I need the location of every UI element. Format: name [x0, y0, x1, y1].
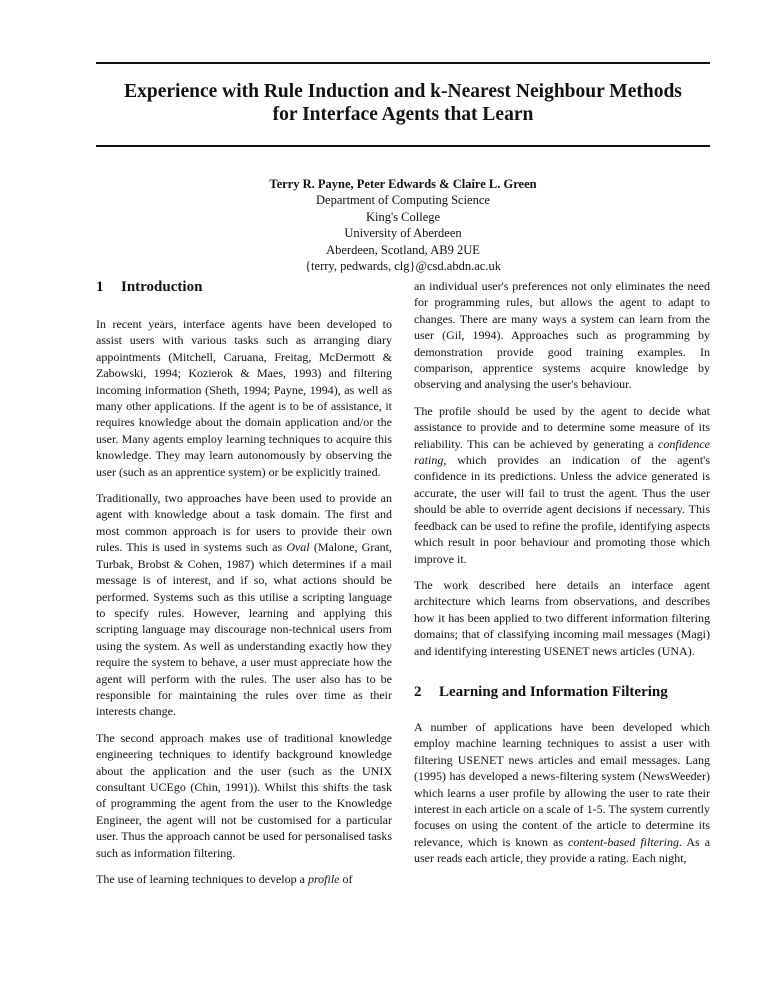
emphasis-profile: profile — [307, 872, 340, 886]
paragraph-learning-1 — [414, 719, 710, 867]
paragraph-intro-2 — [96, 490, 392, 720]
title-rule-top — [96, 62, 710, 64]
title-line-2: for Interface Agents that Learn — [272, 104, 534, 125]
emphasis-confidence-rating: confidence rating — [414, 436, 710, 468]
author-department: Department of Computing Science — [316, 193, 490, 208]
paragraph-intro-3: The second approach makes use of traditional knowledge engineering techniques to identify background knowledge about the application and the user (such as the UNIX consultant UCEgo (Chin, 1991)). Whilst this shifts the task of programming the agent from the user to the Knowledge Engineer, the agent will not be customised for a particular user. Thus the approach cannot be used for personalised tasks such as information filtering. — [96, 730, 392, 860]
text-run: The profile should be used by the agent to decide what assistance to provide and to determine some measure of its reliability. This can be achieved by generating a — [414, 403, 710, 451]
section-heading-introduction — [96, 278, 392, 296]
paper-title — [96, 80, 710, 126]
text-run: of — [339, 872, 353, 886]
section-heading-learning — [414, 683, 710, 701]
right-column — [414, 278, 710, 877]
section-number: 1 — [96, 279, 104, 295]
text-run: (Malone, Grant, Turbak, Brobst & Cohen, 1987) which determines if a mail message is of interest, and if so, what actions should be performed. Systems such as this utilise a scripting language to specify rules. However, learning and applying this scripting language may discourage non-technical users from using the system. As well as understanding exactly how they require the system to behave, a user must appreciate how the agent will perform with the rules. The user also has to be responsible for maintaining the rules over time as their interests change. — [96, 540, 392, 719]
author-block — [96, 176, 710, 274]
text-run: . As a user reads each article, they provide a rating. Each night, — [414, 834, 711, 866]
paragraph-intro-5 — [414, 403, 710, 567]
text-run: an individual user's preferences not only eliminates the need for programming rules, but allows the agent to adapt to changes. There are many ways a system can learn from the user (Gil, 1994). Approaches such as programming by demonstration provide good training examples. In comparison, apprentice systems acquire knowledge by observing and analysing the user's behaviour. — [414, 279, 710, 392]
title-line-1: Experience with Rule Induction and k-Nearest Neighbour Methods — [124, 81, 682, 102]
paragraph-intro-1: In recent years, interface agents have been developed to assist users with various tasks such as arranging diary appointments (Mitchell, Caruana, Freitag, McDermott & Zabowski, 1994; Kozierok & Maes, 1993) and filtering incoming information (Sheth, 1994; Payne, 1994), as well as many other applications. If the agent is to be of assistance, it requires knowledge about the domain application and/or the user. Many agents employ learning techniques to acquire this knowledge. They may learn autonomously by observing the user (such as an apprentice system) or be explicitly trained. — [96, 317, 392, 479]
section-title: Introduction — [121, 279, 203, 295]
emphasis-oval: Oval — [286, 540, 310, 555]
text-run: Traditionally, two approaches have been used to provide an agent with knowledge about a task domain. The first and most common approach is for users to provide their own rules. This is used in systems such as — [96, 491, 392, 555]
text-run: , which provides an indication of the agent's confidence in its predictions. Unless the advice generated is accurate, the user will fail to trust the agent. Thus the user should be able to override agent decisions if necessary. This feedback can be used to refine the profile, identifying aspects which result in poor behaviour and promoting those which improve it. — [414, 453, 710, 566]
author-college: King's College — [365, 209, 441, 224]
author-names: Terry R. Payne, Peter Edwards & Claire L. Green — [269, 177, 537, 191]
section-title: Learning and Information Filtering — [439, 683, 668, 700]
emphasis-content-based-filtering: content-based filtering — [568, 834, 679, 849]
section-number: 2 — [414, 683, 422, 700]
text-run: The use of learning techniques to develop a — [96, 872, 308, 886]
paragraph-intro-4 — [96, 871, 392, 887]
title-rule-bottom — [96, 145, 710, 147]
author-emails: {terry, pedwards, clg}@csd.abdn.ac.uk — [305, 259, 501, 274]
author-university: University of Aberdeen — [344, 226, 462, 241]
text-run: A number of applications have been developed which employ machine learning techniques to assist a user with filtering USENET news articles and email messages. Lang (1995) has developed a news-filtering system (NewsWeeder) which learns a user profile by allowing the user to rate their interest in each article on a scale of 1-5. The system currently focuses on using the content of the article to determine its relevance, which is known as — [414, 719, 710, 849]
left-column — [96, 278, 392, 887]
author-address: Aberdeen, Scotland, AB9 2UE — [326, 242, 480, 257]
paragraph-intro-6: The work described here details an interface agent architecture which learns from observations, and describes how it has been applied to two different information filtering domains; that of classifying incoming mail messages (Magi) and identifying interesting USENET news articles (UNA). — [414, 577, 710, 658]
paragraph-intro-4-continued — [414, 278, 710, 393]
